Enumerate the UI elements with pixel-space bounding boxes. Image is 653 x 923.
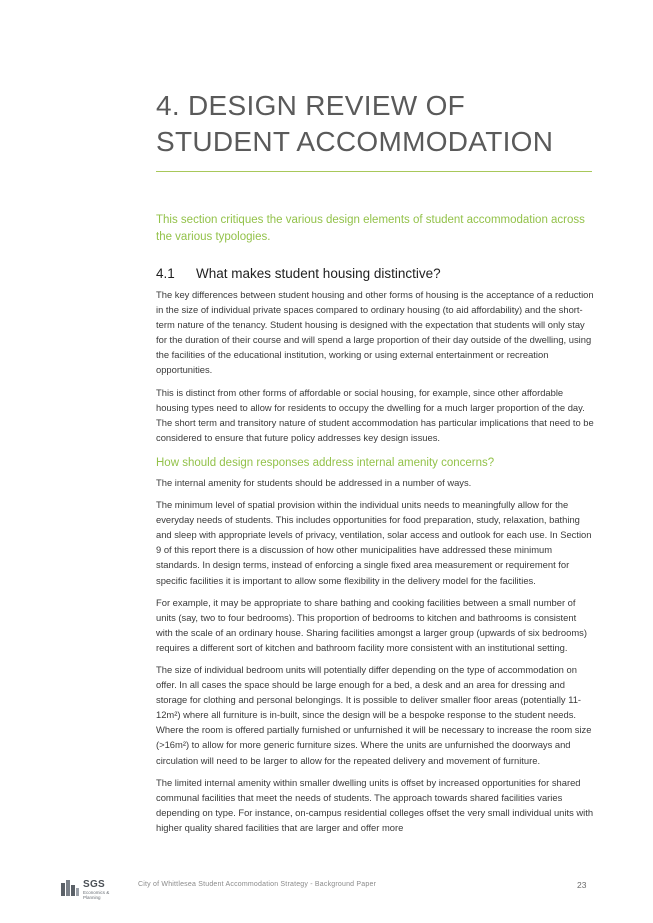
section-number: 4.1 (156, 266, 175, 281)
logo-subtext: Economics & Planning (83, 890, 110, 900)
subsection-heading: How should design responses address internal amenity concerns? (156, 456, 495, 469)
paragraph: The limited internal amenity within smaller dwelling units is offset by increased opportunities for shared communal facilities that meet the needs of students. The approach towards shared facilities varies depending on type. For instance, on-campus residential colleges offset the very small individual units with higher quality shared facilities that are larger and offer more (156, 776, 594, 833)
title-divider (156, 171, 592, 172)
paragraph: The key differences between student housing and other forms of housing is the acceptance of a reduction in the size of individual private spaces compared to ordinary housing (to aid affordability) and the short-term nature of the tenancy. Student housing is designed with the expectation that students will only stay for the duration of their course and will spend a large proportion of their day outside of the dwelling, using the facilities of the educational institution, working or using external entertainment or recreation opportunities. (156, 289, 594, 376)
paragraph: The internal amenity for students should be addressed in a number of ways. (156, 476, 472, 488)
page-number: 23 (577, 880, 587, 890)
logo-text: SGS (83, 879, 106, 890)
page-footer (0, 872, 653, 902)
chapter-intro: This section critiques the various design elements of student accommodation across the various typologies. (156, 214, 585, 243)
section-heading (156, 265, 596, 283)
footer-document-title: City of Whittlesea Student Accommodation Strategy - Background Paper (138, 881, 377, 888)
paragraph: For example, it may be appropriate to share bathing and cooking facilities between a small number of units (say, two to four bedrooms). This proportion of bedrooms to kitchen and bathrooms is consistent with the scale of an ordinary house. Sharing facilities amongst a larger group (upwards of six bedrooms) requires a different sort of kitchen and bathroom facility more consistent with an institutional setting. (156, 596, 587, 653)
paragraph: The size of individual bedroom units will potentially differ depending on the type of accommodation on offer. In all cases the space should be large enough for a bed, a desk and an area for dressing and storage for clothing and personal belongings. It is possible to deliver smaller floor areas (potentially 11-12m²) where all furniture is in-built, since the design will be a bespoke response to the student needs. Where the room is offered partially furnished or unfurnished it will be necessary to increase the room size (>16m²) to allow for more generic furniture sizes. Where the units are unfurnished the doorways and circulation will need to be larger to allow for the repeated delivery and movement of furniture. (156, 663, 592, 766)
section-title: What makes student housing distinctive? (196, 266, 441, 281)
chapter-title: 4. DESIGN REVIEW OF STUDENT ACCOMMODATION (156, 90, 554, 157)
paragraph: The minimum level of spatial provision within the individual units needs to meaningfully allow for the everyday needs of students. This includes opportunities for food preparation, study, relaxation, bathing and sleep with appropriate levels of privacy, ventilation, solar access and outlook for each use. In Section 9 of this report there is a discussion of how other municipalities have addressed these minimum standards. In design terms, instead of enforcing a single fixed area measurement or requirement for specific facilities it is important to allow some flexibility in the delivery model for the facilities. (156, 499, 592, 586)
sgs-logo (60, 878, 120, 900)
body-text (156, 287, 594, 842)
sgs-logo-icon (60, 878, 80, 898)
paragraph: This is distinct from other forms of affordable or social housing, for example, since other affordable housing types need to allow for residents to occupy the dwelling for a much larger proportion of the day. The short term and transitory nature of student accommodation has particular implications that need to be considered to ensure that future policy addresses key design issues. (156, 386, 594, 443)
